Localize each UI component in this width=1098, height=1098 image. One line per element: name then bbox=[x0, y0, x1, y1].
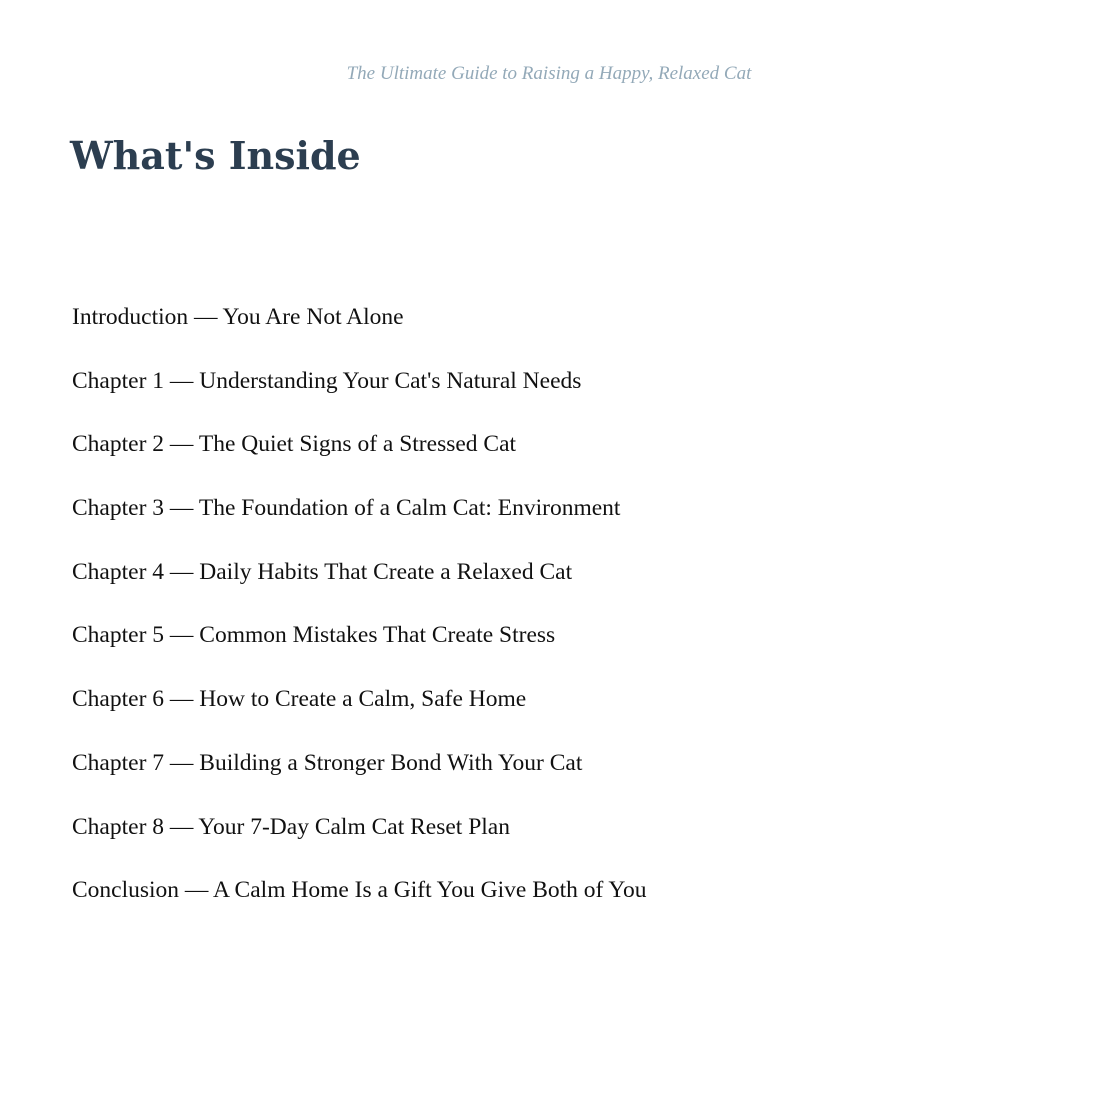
toc-item-chapter-3: Chapter 3 — The Foundation of a Calm Cat: Environment bbox=[72, 495, 621, 522]
toc-item-chapter-8: Chapter 8 — Your 7-Day Calm Cat Reset Plan bbox=[72, 813, 510, 840]
table-of-contents bbox=[72, 300, 647, 937]
toc-item-chapter-2: Chapter 2 — The Quiet Signs of a Stressed Cat bbox=[72, 431, 517, 458]
page-title: What's Inside bbox=[70, 133, 361, 178]
running-header: The Ultimate Guide to Raising a Happy, Relaxed Cat bbox=[346, 63, 752, 84]
toc-item-chapter-7: Chapter 7 — Building a Stronger Bond With Your Cat bbox=[72, 749, 583, 776]
toc-item-conclusion: Conclusion — A Calm Home Is a Gift You Give Both of You bbox=[72, 877, 647, 904]
toc-item-introduction: Introduction — You Are Not Alone bbox=[72, 304, 404, 330]
toc-item-chapter-4: Chapter 4 — Daily Habits That Create a Relaxed Cat bbox=[72, 558, 573, 585]
toc-item-chapter-1: Chapter 1 — Understanding Your Cat's Natural Needs bbox=[72, 367, 582, 394]
toc-item-chapter-5: Chapter 5 — Common Mistakes That Create Stress bbox=[72, 622, 556, 649]
toc-item-chapter-6: Chapter 6 — How to Create a Calm, Safe Home bbox=[72, 686, 527, 713]
